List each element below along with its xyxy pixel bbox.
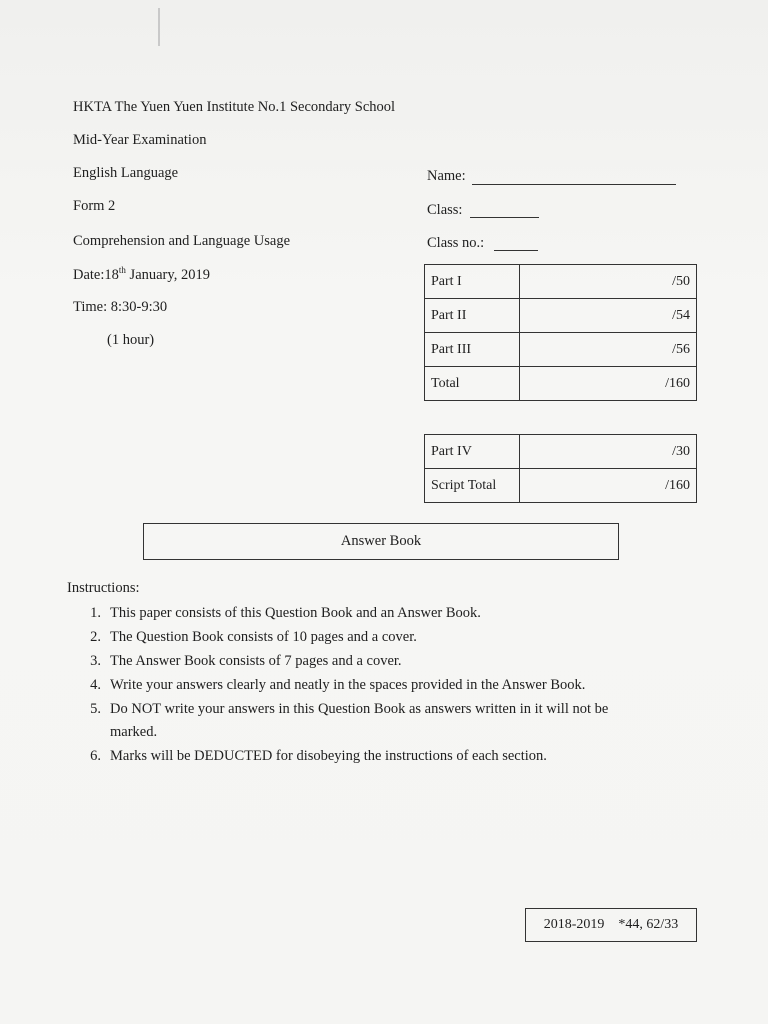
paper-year: 2018-2019: [543, 917, 605, 932]
date-prefix: Date:18: [73, 266, 119, 283]
table-row: [425, 333, 697, 367]
table-row: [425, 367, 697, 401]
part-score: /56: [520, 333, 697, 367]
item-number: 2.: [90, 629, 101, 645]
part-label: Total: [425, 367, 520, 401]
item-text: Write your answers clearly and neatly in the spaces provided in the Answer Book.: [110, 677, 586, 693]
table-row: [425, 299, 697, 333]
table-row: [425, 435, 697, 469]
marks-table-parts: [424, 264, 697, 401]
answer-book-label: Answer Book: [340, 533, 422, 549]
item-number: 1.: [90, 605, 101, 621]
item-number: 4.: [90, 677, 101, 693]
part-label: Part IV: [425, 435, 520, 469]
item-text: The Answer Book consists of 7 pages and a cover.: [110, 653, 402, 669]
part-score: /54: [520, 299, 697, 333]
answer-book-box: [143, 523, 619, 560]
form-level: Form 2: [73, 198, 116, 214]
part-label: Part II: [425, 299, 520, 333]
class-no-field[interactable]: [494, 250, 538, 251]
name-field[interactable]: [472, 184, 676, 185]
exam-title: Mid-Year Examination: [73, 132, 207, 148]
part-score: /50: [520, 265, 697, 299]
scan-mark: [158, 8, 160, 46]
item-number: 5.: [90, 701, 101, 717]
class-label: Class:: [427, 202, 463, 218]
paper-code-box: [525, 908, 697, 942]
exam-time: Time: 8:30-9:30: [73, 299, 168, 315]
part-score: /160: [520, 469, 697, 503]
part-score: /30: [520, 435, 697, 469]
item-text: This paper consists of this Question Book and an Answer Book.: [110, 605, 481, 621]
date-suffix: January, 2019: [125, 266, 210, 283]
item-number: 6.: [90, 748, 101, 764]
part-label: Part III: [425, 333, 520, 367]
paper-name: Comprehension and Language Usage: [73, 233, 291, 249]
subject-name: English Language: [73, 165, 179, 181]
exam-date: [73, 265, 210, 284]
item-text: Marks will be DEDUCTED for disobeying the instructions of each section.: [110, 748, 547, 764]
marks-table-script: [424, 434, 697, 503]
table-row: [425, 469, 697, 503]
class-field[interactable]: [470, 217, 539, 218]
exam-duration: (1 hour): [107, 332, 155, 348]
part-score: /160: [520, 367, 697, 401]
instructions-title: Instructions:: [67, 580, 140, 596]
date-ordinal: th: [118, 265, 126, 275]
table-row: [425, 265, 697, 299]
item-text: The Question Book consists of 10 pages and a cover.: [110, 629, 417, 645]
part-label: Part I: [425, 265, 520, 299]
item-text: Do NOT write your answers in this Question Book as answers written in it will not be: [110, 701, 609, 717]
item-text-continued: marked.: [110, 724, 158, 740]
school-name: HKTA The Yuen Yuen Institute No.1 Secondary School: [73, 99, 396, 115]
paper-code: *44, 62/33: [618, 917, 679, 932]
class-no-label: Class no.:: [427, 235, 485, 251]
part-label: Script Total: [425, 469, 520, 503]
item-number: 3.: [90, 653, 101, 669]
name-label: Name:: [427, 168, 466, 184]
